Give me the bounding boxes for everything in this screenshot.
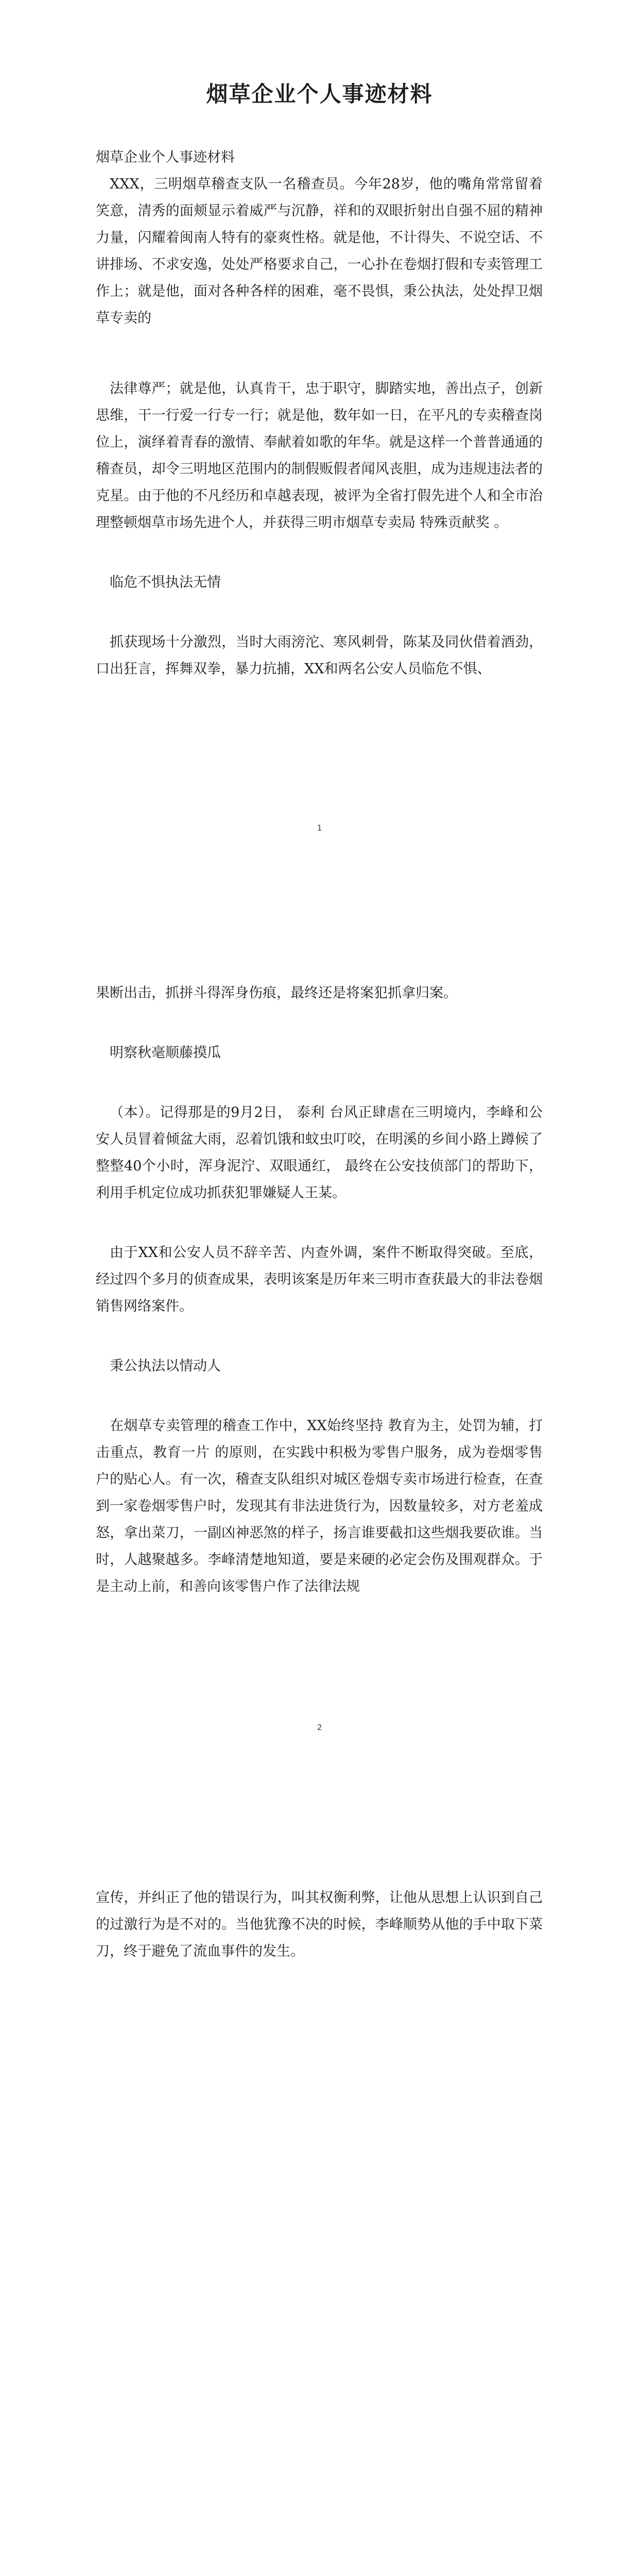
page-2-content <box>96 980 543 1600</box>
page-number-2: 2 <box>317 1723 322 1732</box>
section-heading-impartial: 秉公执法以情动人 <box>110 1358 221 1374</box>
paragraph-arrest-result: 果断出击，抓拼斗得浑身伤痕，最终还是将案犯抓拿归案。 <box>96 985 457 1001</box>
page-1-content <box>96 144 543 683</box>
page-number-1: 1 <box>317 823 322 833</box>
page-1 <box>0 0 639 904</box>
document-subtitle: 烟草企业个人事迹材料 <box>96 149 235 165</box>
section-heading-investigation: 明察秋毫顺藤摸瓜 <box>110 1045 221 1061</box>
document-title: 烟草企业个人事迹材料 <box>206 81 433 107</box>
paragraph-retailer-incident: 在烟草专卖管理的稽查工作中，XX始终坚持 教育为主，处罚为辅，打击重点，教育一片 的原则，在实践中积极为零售户服务，成为卷烟零售户的贴心人。有一次，稽查支队组织对城区卷烟专卖市场进行检查，在查到一家卷烟零售户时，发现其有非法进货行为，因数量较多，对方老羞成怒，拿出菜刀，一副凶神恶煞的样子，扬言谁要截扣这些烟我要砍谁。当时，人越聚越多。李峰清楚地知道，要是来硬的必定会伤及围观群众。于是主动上前，和善向该零售户作了法律法规 <box>96 1418 543 1595</box>
paragraph-case-breakthrough: 由于XX和公安人员不辞辛苦、内查外调，案件不断取得突破。至底，经过四个多月的侦查成果，表明该案是历年来三明市查获最大的非法卷烟销售网络案件。 <box>96 1245 543 1314</box>
paragraph-typhoon-stakeout: （本）。记得那是的9月2日， 泰利 台风正肆虐在三明境内，李峰和公安人员冒着倾盆大雨，忍着饥饿和蚊虫叮咬，在明溪的乡间小路上蹲候了整整40个小时，浑身泥泞、双眼通红， 最终在公安技侦部门的帮助下，利用手机定位成功抓获犯罪嫌疑人王某。 <box>96 1105 543 1201</box>
paragraph-law-dignity: 法律尊严；就是他，认真肯干，忠于职守，脚踏实地，善出点子，创新思维，干一行爱一行专一行；就是他，数年如一日，在平凡的专卖稽查岗位上，演绎着青春的激情、奉献着如歌的年华。就是这样一个普普通通的稽查员，却令三明地区范围内的制假贩假者闻风丧胆，成为违规违法者的克星。由于他的不凡经历和卓越表现，被评为全省打假先进个人和全市治理整顿烟草市场先进个人，并获得三明市烟草专卖局 特殊贡献奖 。 <box>96 381 543 531</box>
paragraph-arrest-scene: 抓获现场十分激烈，当时大雨滂沱、寒风刺骨，陈某及同伙借着酒劲，口出狂言，挥舞双拳，暴力抗捕，XX和两名公安人员临危不惧、 <box>96 634 543 677</box>
paragraph-resolution: 宣传，并纠正了他的错误行为，叫其权衡利弊，让他从思想上认识到自己的过激行为是不对的。当他犹豫不决的时候，李峰顺势从他的手中取下菜刀，终于避免了流血事件的发生。 <box>96 1890 543 1959</box>
page-3 <box>0 1807 639 2576</box>
section-heading-fearless: 临危不惧执法无情 <box>110 574 221 590</box>
page-3-content <box>96 1885 543 1965</box>
paragraph-intro: XXX，三明烟草稽查支队一名稽查员。今年28岁，他的嘴角常常留着笑意，清秀的面颊显示着威严与沉静，祥和的双眼折射出自强不屈的精神力量，闪耀着闽南人特有的豪爽性格。就是他，不计得失、不说空话、不讲排场、不求安逸，处处严格要求自己，一心扑在卷烟打假和专卖管理工作上；就是他，面对各种各样的困难，毫不畏惧，秉公执法，处处捍卫烟草专卖的 <box>96 176 543 326</box>
page-2 <box>0 904 639 1807</box>
